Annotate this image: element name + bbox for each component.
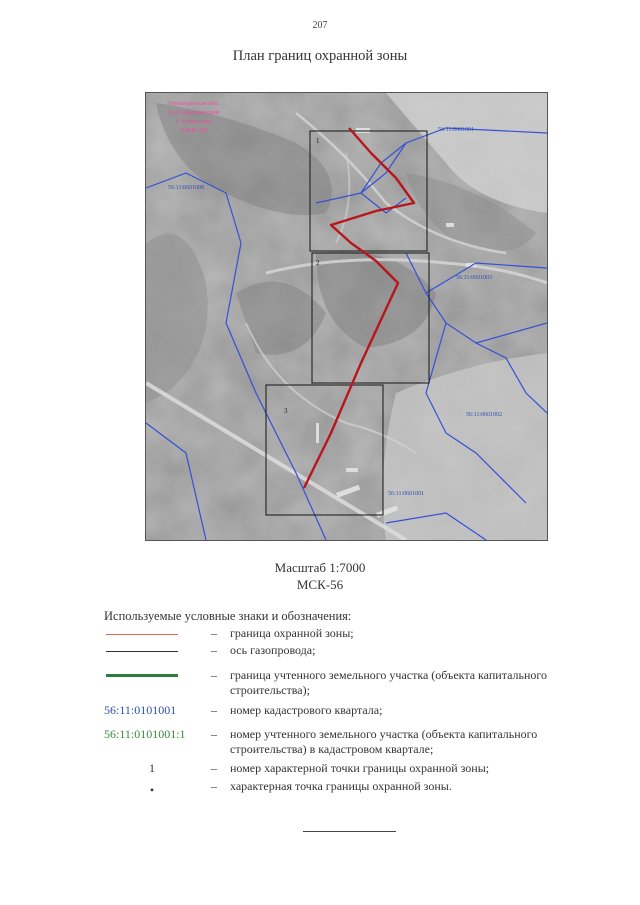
legend-symbol — [104, 668, 200, 683]
legend-description: номер характерной точки границы охранной зоны; — [230, 761, 490, 775]
svg-text:(ОКВ-ЗД): (ОКВ-ЗД) — [180, 127, 208, 134]
map-sheet-label: 2 — [316, 259, 320, 267]
legend-dash: – — [211, 779, 217, 793]
legend-symbol — [104, 626, 200, 641]
svg-text:р-н Саракташский: р-н Саракташский — [168, 109, 220, 116]
legend-dash: – — [211, 761, 217, 775]
legend-description: номер учтенного земельного участка (объекта капитального строительства) в кадастровом квартале; — [230, 727, 538, 756]
legend-description: граница охранной зоны; — [230, 626, 354, 640]
scale-value: Масштаб 1:7000 — [274, 560, 366, 575]
legend-dash: – — [211, 668, 217, 682]
legend-dash: – — [211, 626, 217, 640]
legend-heading: Используемые условные знаки и обозначения: — [104, 609, 352, 623]
legend-symbol: 56:11:0101001:1 — [104, 727, 186, 741]
map-quarter-label: 56:11:0601002 — [466, 412, 503, 418]
map-sheet-label: 1 — [316, 137, 320, 145]
page-title: План границ охранной зоны — [232, 48, 408, 64]
legend-description: ось газопровода; — [230, 643, 316, 657]
map-quarter-label: 56:11:0601003 — [456, 275, 493, 281]
legend-symbol: • — [149, 783, 155, 797]
map-sheet-label: 3 — [284, 407, 288, 415]
map-quarter-label: 56:11:0601001 — [438, 127, 475, 133]
footer-separator — [303, 831, 396, 832]
legend-dash: – — [211, 703, 217, 717]
map-quarter-label: 56:11:0601001 — [388, 491, 425, 497]
map-scale — [0, 559, 640, 593]
svg-text:с. Новоселки: с. Новоселки — [175, 118, 213, 125]
page-number: 207 — [312, 20, 328, 31]
legend-symbol: 1 — [149, 761, 155, 775]
legend-symbol — [104, 643, 200, 658]
svg-text:Оренбургская обл.: Оренбургская обл. — [168, 100, 220, 107]
legend-description: характерная точка границы охранной зоны. — [230, 779, 452, 793]
legend-dash: – — [211, 727, 217, 741]
legend-symbol: 56:11:0101001 — [104, 703, 177, 717]
legend-description: номер кадастрового квартала; — [230, 703, 383, 717]
map-quarter-label: 56:11:0601008 — [168, 185, 205, 191]
legend-description: граница учтенного земельного участка (объекта капитального строительства); — [230, 668, 548, 697]
coordinate-system: МСК-56 — [296, 577, 344, 592]
legend-dash: – — [211, 643, 217, 657]
map-image — [145, 92, 548, 541]
